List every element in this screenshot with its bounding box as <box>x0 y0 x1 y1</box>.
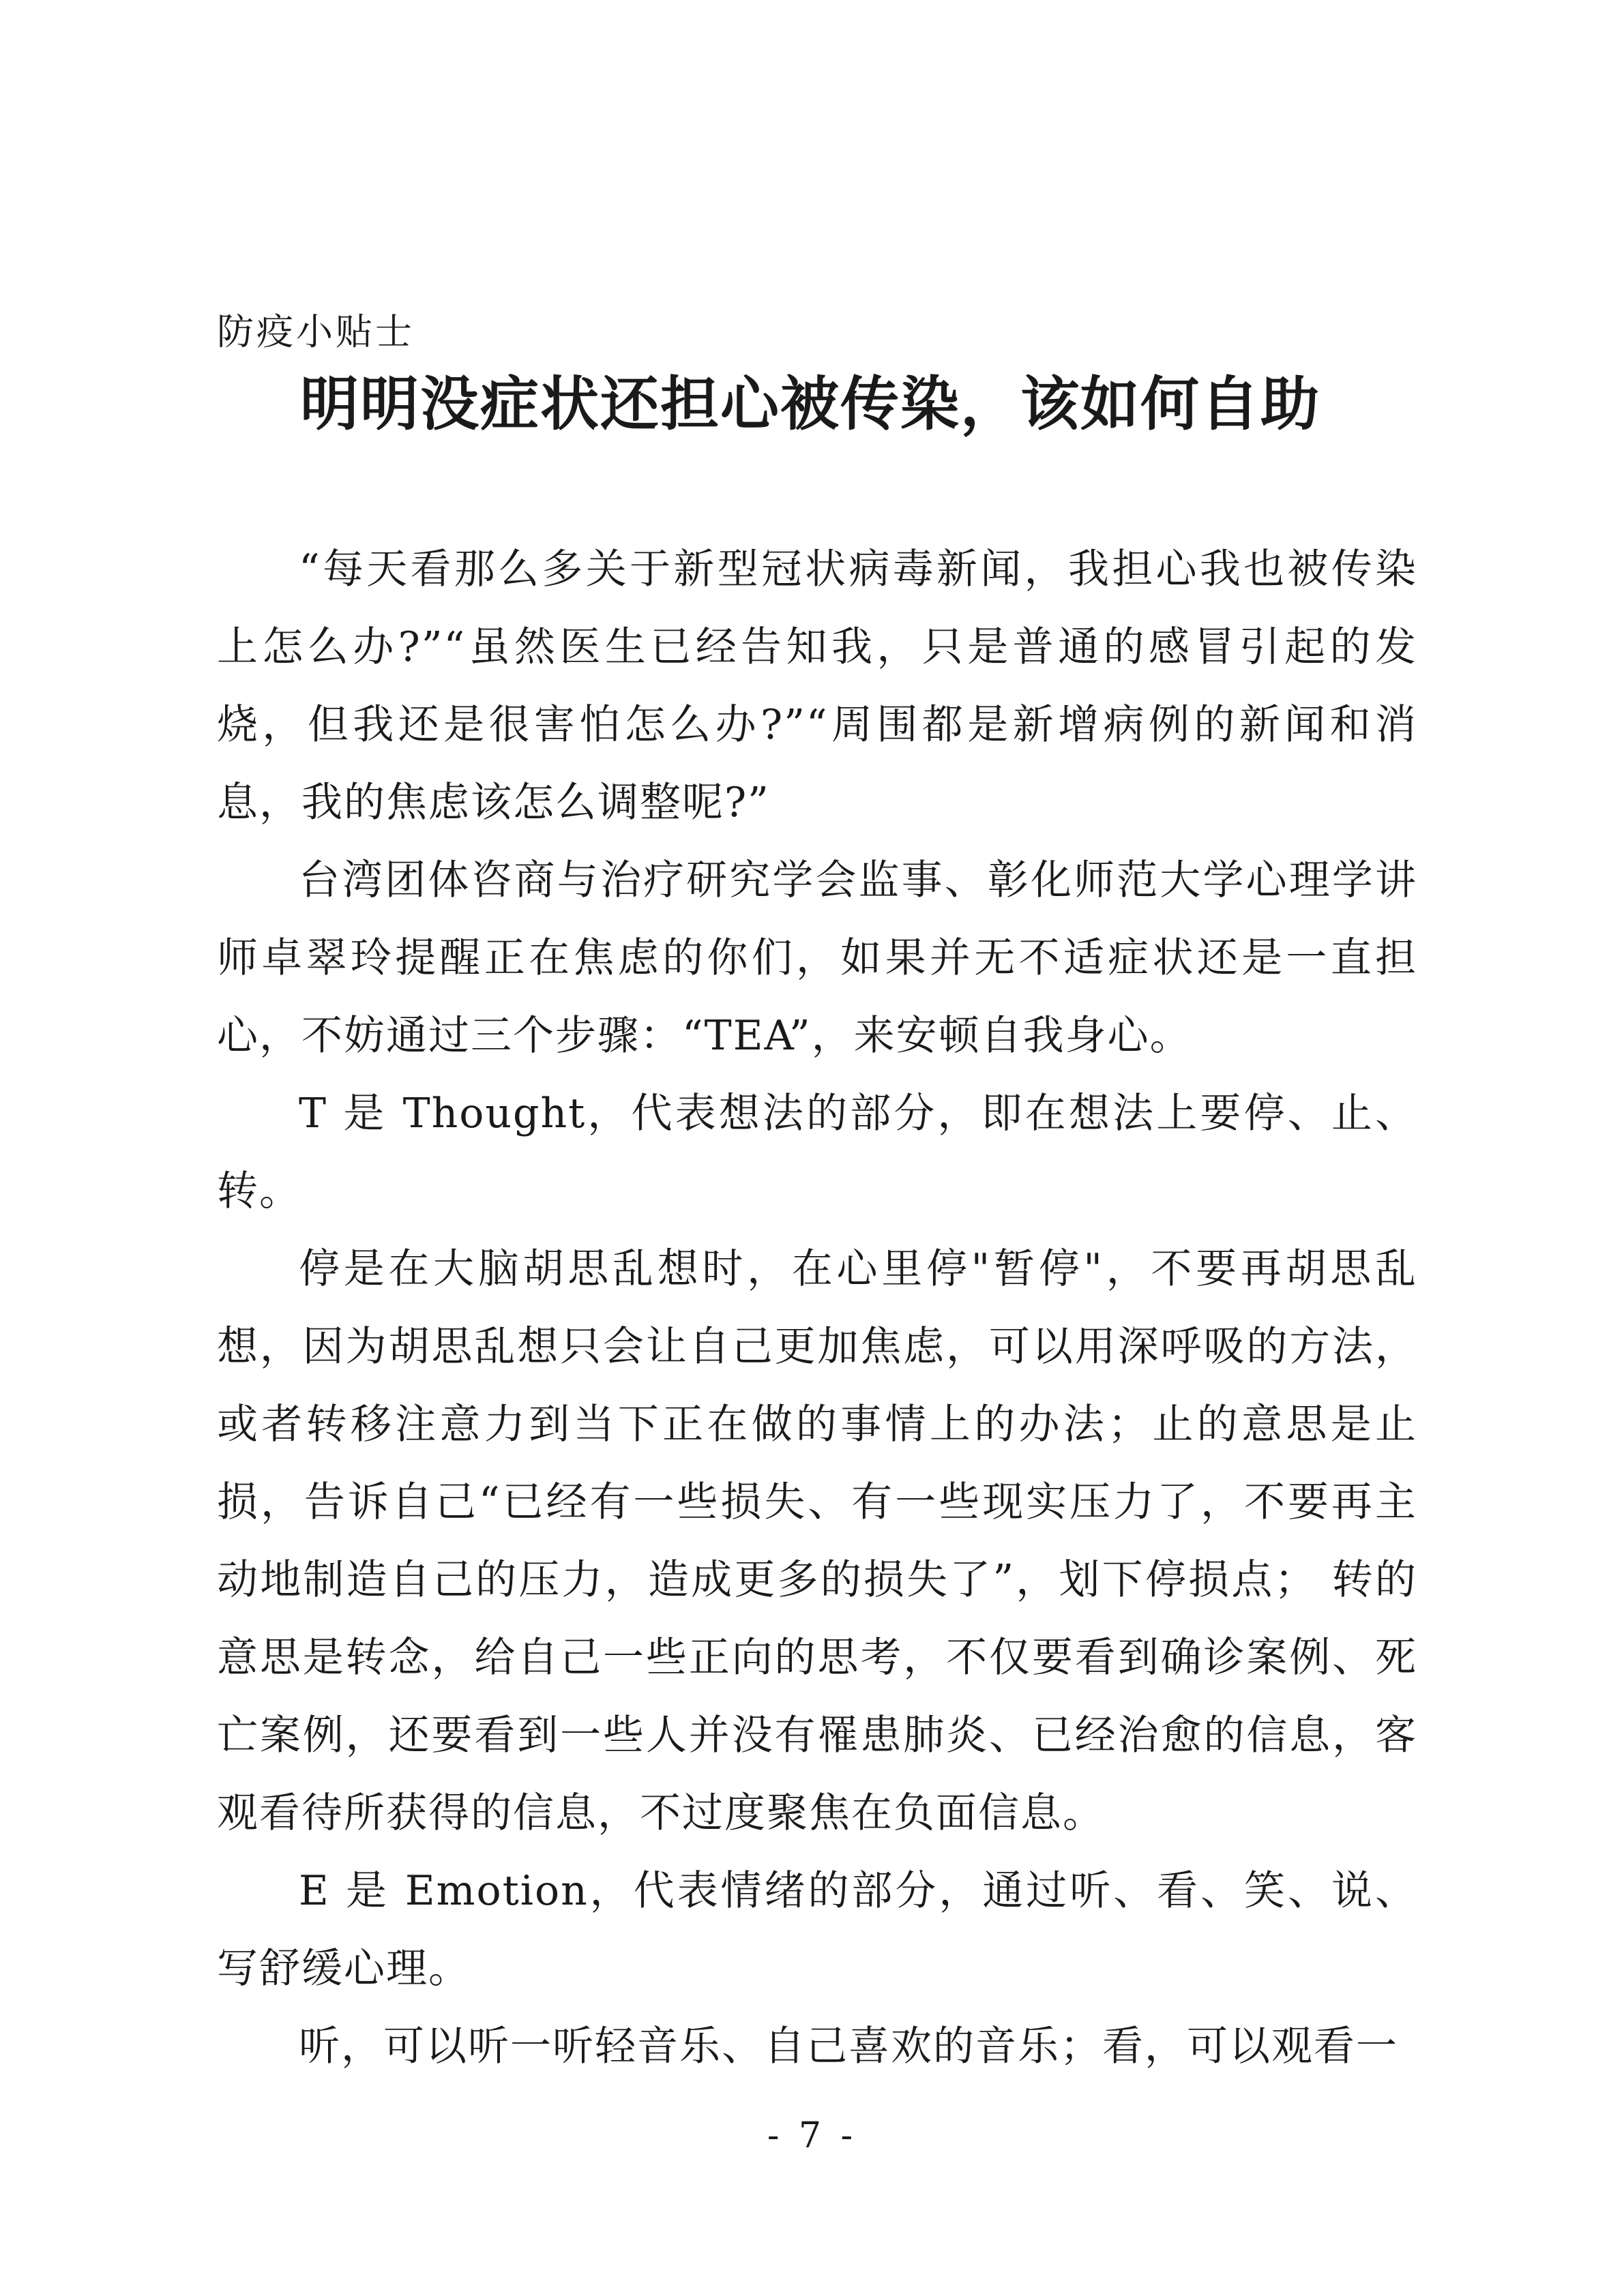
paragraph-2: 台湾团体咨商与治疗研究学会监事、彰化师范大学心理学讲师卓翠玲提醒正在焦虑的你们，如果并无不适症状还是一直担心，不妨通过三个步骤：“TEA”，来安顿自我身心。 <box>217 856 1417 1060</box>
paragraph-4: 停是在大脑胡思乱想时，在心里停"暂停"，不要再胡思乱想，因为胡思乱想只会让自己更加焦虑，可以用深呼吸的方法，或者转移注意力到当下正在做的事情上的办法；止的意思是止损，告诉自己“已经有一些损失、有一些现实压力了，不要再主动地制造自己的压力，造成更多的损失了”，划下停损点； 转的意思是转念，给自己一些正向的思考，不仅要看到确诊案例、死亡案例，还要看到一些人并没有罹患肺炎、已经治愈的信息，客观看待所获得的信息，不过度聚焦在负面信息。 <box>217 1245 1417 1837</box>
article-body <box>217 531 1417 2085</box>
paragraph-5: E 是 Emotion，代表情绪的部分，通过听、看、笑、说、写舒缓心理。 <box>217 1867 1417 1993</box>
paragraph-3: T 是 Thought，代表想法的部分，即在想法上要停、止、转。 <box>217 1090 1417 1215</box>
paragraph-1: “每天看那么多关于新型冠状病毒新闻，我担心我也被传染上怎么办?”“虽然医生已经告知我，只是普通的感冒引起的发烧，但我还是很害怕怎么办?”“周围都是新增病例的新闻和消息，我的焦虑该怎么调整呢?” <box>217 546 1417 826</box>
section-label: 防疫小贴士 <box>217 310 415 353</box>
page-number: - 7 - <box>767 2115 857 2156</box>
paragraph-6: 听，可以听一听轻音乐、自己喜欢的音乐；看，可以观看一 <box>299 2023 1398 2070</box>
article-title: 明明没症状还担心被传染，该如何自助 <box>300 370 1320 438</box>
